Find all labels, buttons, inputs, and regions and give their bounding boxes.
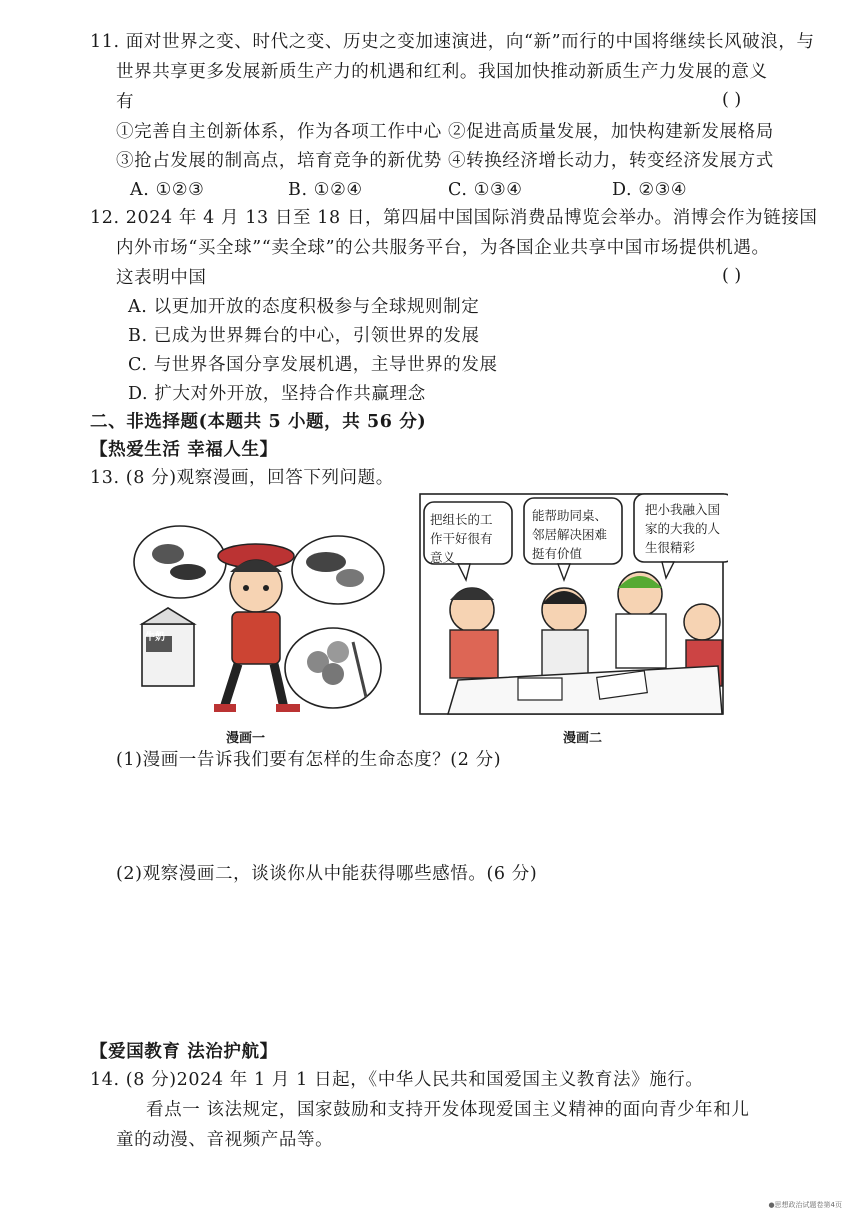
page-footer: ●思想政治试题卷第4页 [768,1201,842,1209]
q11-option-1: ①完善自主创新体系，作为各项工作中心 [116,122,442,142]
q11-option-3: ③抢占发展的制高点，培育竞争的新优势 [116,151,442,171]
section2-title: 二、非选择题(本题共 5 小题，共 56 分) [90,412,427,432]
q11-choice-c: C. ①③④ [448,180,523,200]
q11-choice-d: D. ②③④ [612,180,688,200]
q11-option-4: ④转换经济增长动力，转变经济发展方式 [448,151,774,171]
q12-choice-b: B. 已成为世界舞台的中心，引领世界的发展 [128,326,480,346]
q11-line2: 世界共享更多发展新质生产力的机遇和红利。我国加快推动新质生产力发展的意义 [116,62,768,82]
q11-choice-b: B. ①②④ [288,180,363,200]
cartoon-one-caption: 漫画一 [226,731,266,746]
q11-line3: 有 [116,92,135,112]
q11-choice-a: A. ①②③ [130,180,205,200]
q12-choice-a: A. 以更加开放的态度积极参与全球规则制定 [128,297,480,317]
speech-bubble-3: 把小我融入国 家的大我的人 生很精彩 [645,502,721,555]
q11-answer-paren: ( ) [722,90,742,110]
q11-option-2: ②促进高质量发展，加快构建新发展格局 [448,122,774,142]
q12-line3: 这表明中国 [116,268,207,288]
speech-bubble-2: 能帮助同桌、 邻居解决困难 挺有价值 [532,508,608,561]
milk-carton-label: 牛奶 [145,632,165,643]
q13-stem: 13. (8 分)观察漫画，回答下列问题。 [90,468,394,488]
cartoon-two-caption: 漫画二 [563,731,603,746]
q14-point1-line1: 看点一 该法规定，国家鼓励和支持开发体现爱国主义精神的面向青少年和儿 [146,1100,750,1120]
q11-line1: 11. 面对世界之变、时代之变、历史之变加速演进，向“新”而行的中国将继续长风破浪，与 [90,32,815,52]
q13-subquestion-2: (2)观察漫画二，谈谈你从中能获得哪些感悟。(6 分) [116,864,538,884]
q12-choice-c: C. 与世界各国分享发展机遇，主导世界的发展 [128,355,498,375]
q12-choice-d: D. 扩大对外开放，坚持合作共赢理念 [128,384,426,404]
q12-line1: 12. 2024 年 4 月 13 日至 18 日，第四届中国国际消费品博览会举办。消博会作为链接国 [90,208,818,228]
theme-heading-1: 【热爱生活 幸福人生】 [90,440,278,460]
q13-subquestion-1: (1)漫画一告诉我们要有怎样的生命态度？(2 分) [116,750,502,770]
q12-answer-paren: ( ) [722,266,742,286]
cartoon-one-illustration [128,512,388,722]
theme-heading-2: 【爱国教育 法治护航】 [90,1042,278,1062]
q12-line2: 内外市场“买全球”“卖全球”的公共服务平台，为各国企业共享中国市场提供机遇。 [116,238,770,258]
q14-stem: 14. (8 分)2024 年 1 月 1 日起，《中华人民共和国爱国主义教育法》施行。 [90,1070,704,1090]
q14-point1-line2: 童的动漫、音视频产品等。 [116,1130,334,1150]
speech-bubble-1: 把组长的工 作干好很有 意义 [430,512,493,565]
